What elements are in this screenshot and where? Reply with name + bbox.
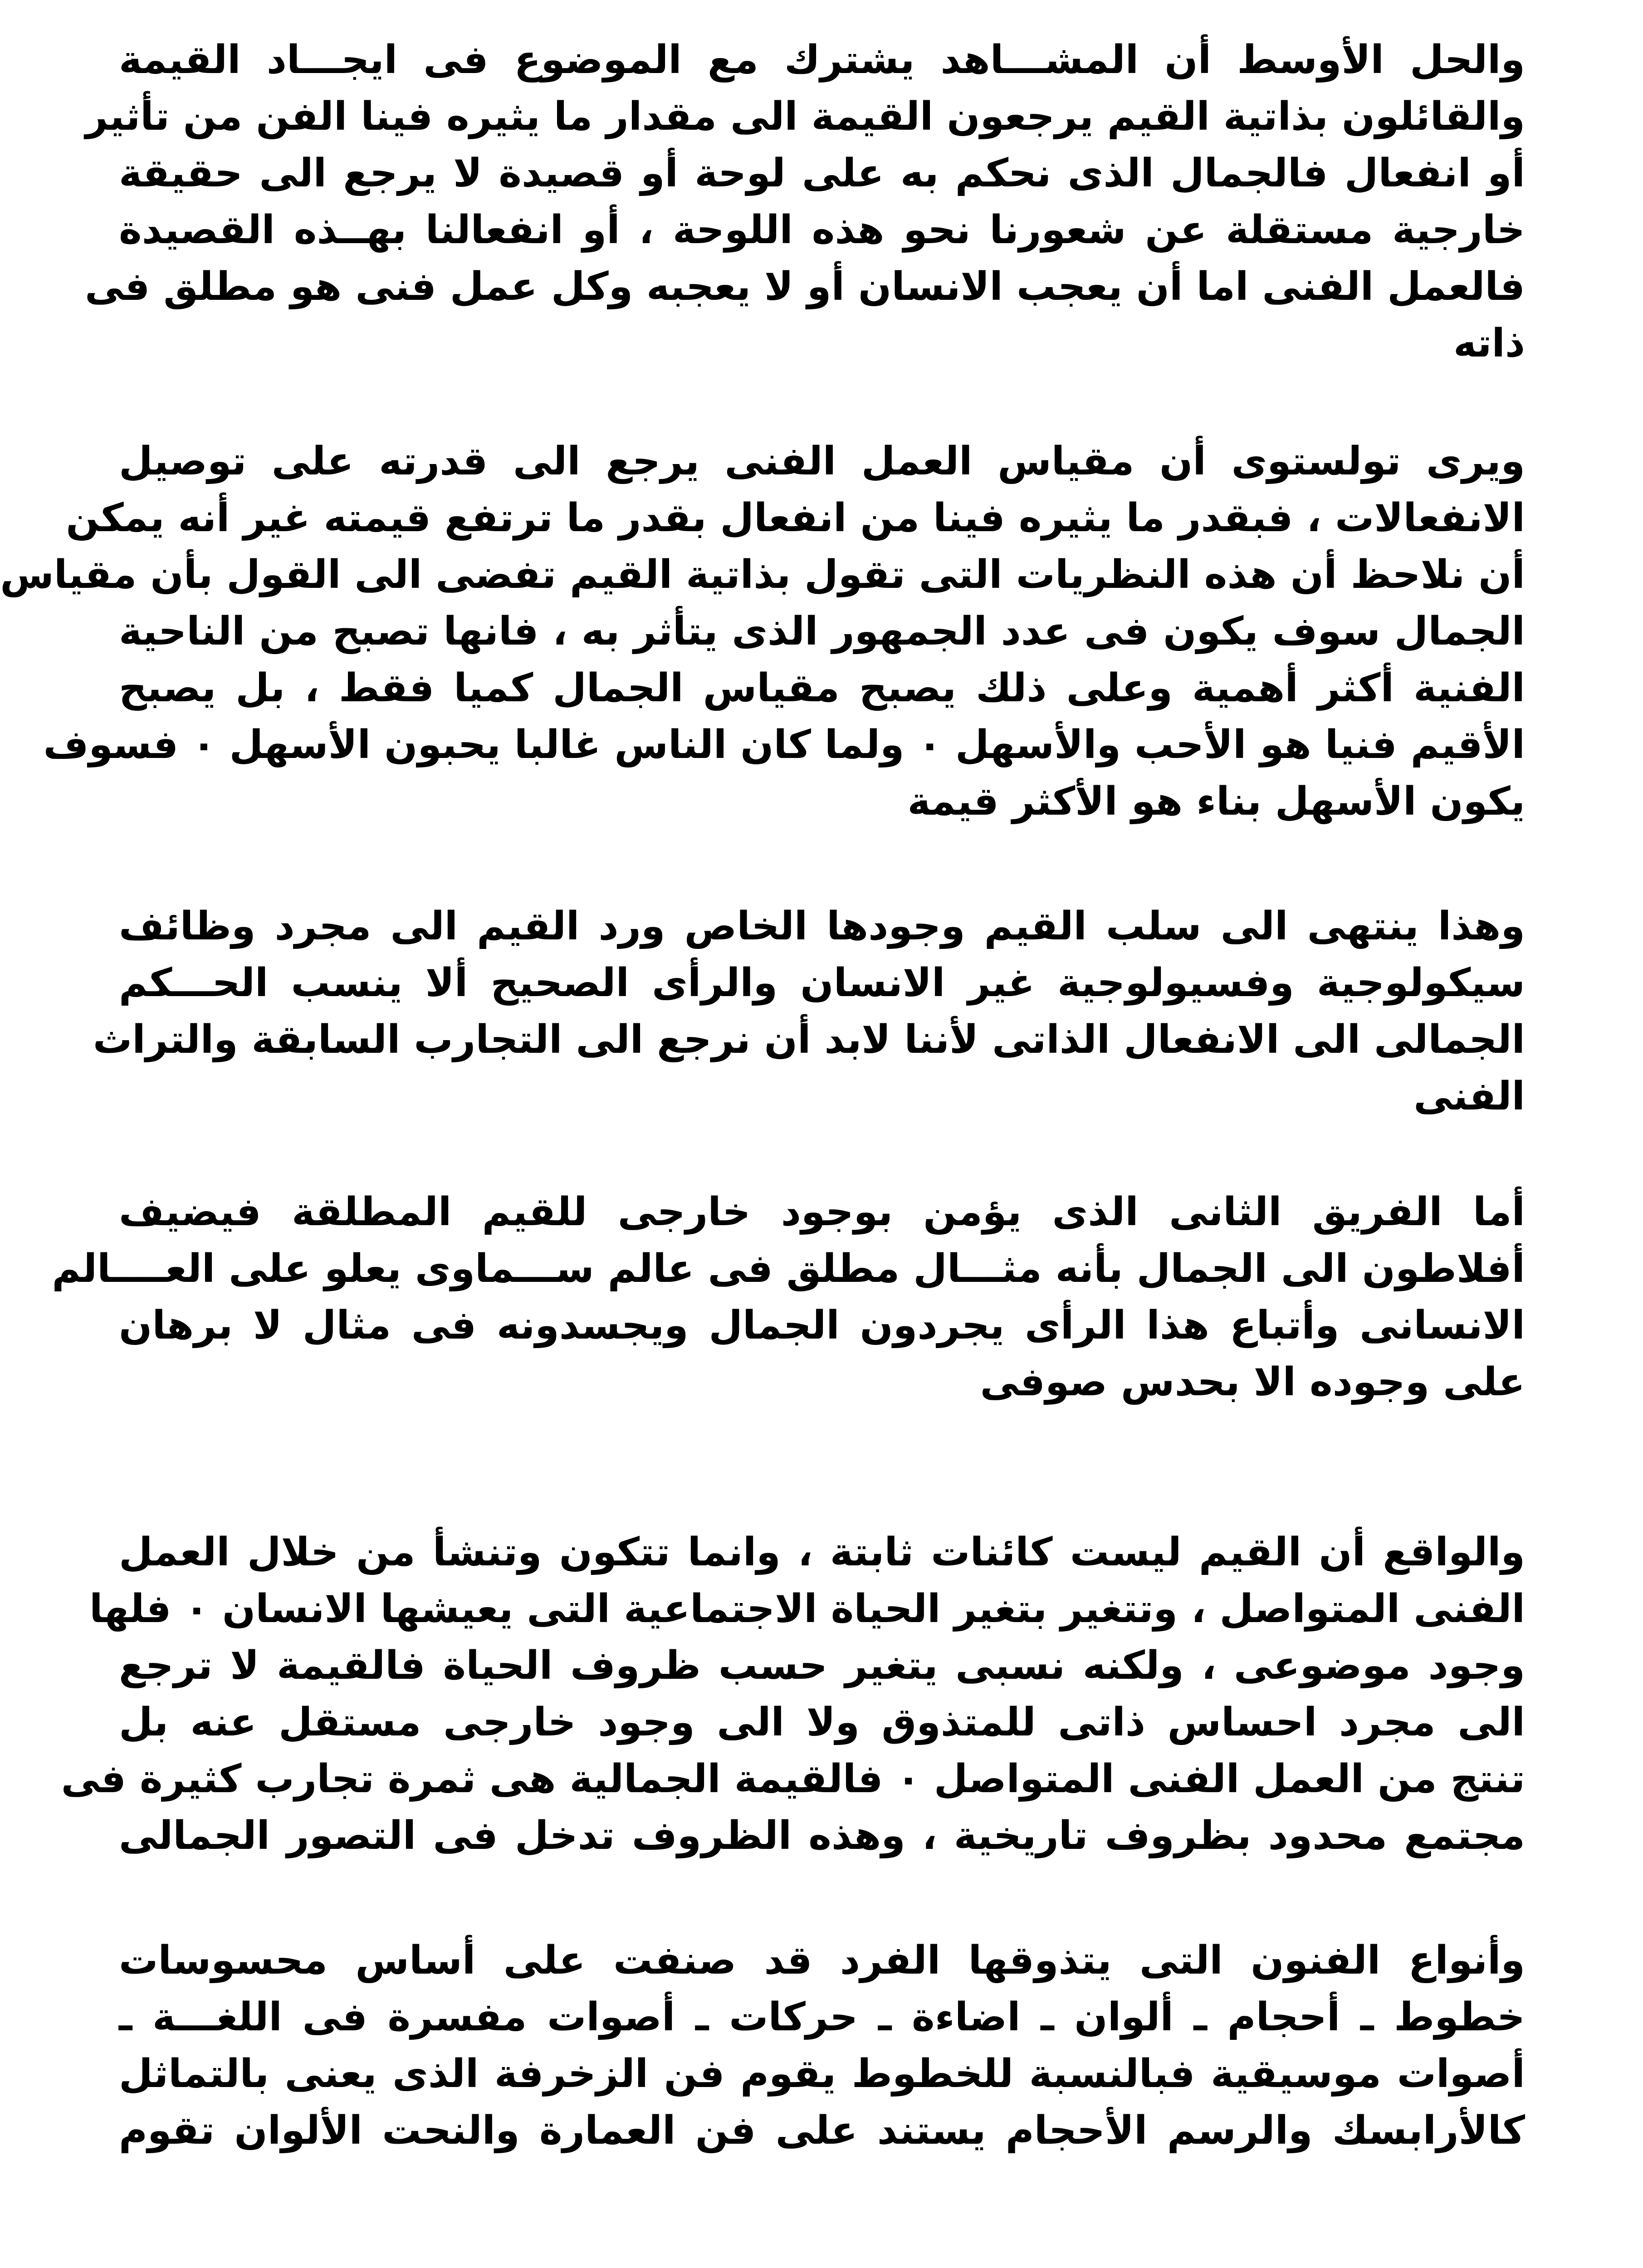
text-line: الى مجرد احساس ذاتى للمتذوق ولا الى وجود خارجى مستقل عنه بل [119,1700,1525,1745]
text-line: أو انفعال فالجمال الذى نحكم به على لوحة أو قصيدة لا يرجع الى حقيقة [119,151,1525,196]
text-line: الفنية أكثر أهمية وعلى ذلك يصبح مقياس الجمال كميا فقط ، بل يصبح [119,665,1525,711]
text-line: فالعمل الفنى اما أن يعجب الانسان أو لا يعجبه وكل عمل فنى هو مطلق فى [85,264,1525,309]
document-page [1,32,1643,2268]
paragraph-spacer [119,1411,1525,1524]
text-line: أصوات موسيقية فبالنسبة للخطوط يقوم فن الزخرفة الذى يعنى بالتماثل [119,2051,1525,2097]
text-line: والواقع أن القيم ليست كائنات ثابتة ، وانما تتكون وتنشأ من خلال العمل [119,1530,1525,1575]
text-line: وجود موضوعى ، ولكنه نسبى يتغير حسب ظروف الحياة فالقيمة لا ترجع [119,1643,1525,1688]
text-line: أفلاطون الى الجمال بأنه مثـــال مطلق فى عالم ســـماوى يعلو على العــــالم [52,1246,1525,1291]
text-line: الأقيم فنيا هو الأحب والأسهل ٠ ولما كان الناس غالبا يحبون الأسهل ٠ فسوف [43,722,1525,767]
text-line: يكون الأسهل بناء هو الأكثر قيمة [907,779,1525,824]
text-line: مجتمع محدود بظروف تاريخية ، وهذه الظروف تدخل فى التصور الجمالى [119,1813,1525,1858]
paragraph-1 [85,32,1525,372]
paragraph-2 [0,433,1525,830]
paragraph-4 [52,1184,1525,1411]
text-line: الانفعالات ، فبقدر ما يثيره فينا من انفعال بقدر ما ترتفع قيمته غير أنه يمكن [66,495,1525,541]
text-line: خارجية مستقلة عن شعورنا نحو هذه اللوحة ، أو انفعالنا بهــذه القصيدة [119,207,1525,253]
text-line: سيكولوجية وفسيولوجية غير الانسان والرأى الصحيح ألا ينسب الحـــكم [119,960,1525,1006]
text-line: ويرى تولستوى أن مقياس العمل الفنى يرجع الى قدرته على توصيل [119,439,1525,484]
text-line: خطوط ـ أحجام ـ ألوان ـ اضاءة ـ حركات ـ أصوات مفسرة فى اللغـــة ـ [119,1994,1525,2040]
text-line: تنتج من العمل الفنى المتواصل ٠ فالقيمة الجمالية هى ثمرة تجارب كثيرة فى [61,1756,1525,1802]
text-line: كالأرابسك والرسم الأحجام يستند على فن العمارة والنحت الألوان تقوم [119,2108,1525,2153]
paragraph-spacer [119,372,1525,433]
text-line: وأنواع الفنون التى يتذوقها الفرد قد صنفت على أساس محسوسات [119,1938,1525,1983]
paragraph-3 [93,898,1525,1125]
paragraph-spacer [119,830,1525,898]
text-line: الانسانى وأتباع هذا الرأى يجردون الجمال ويجسدونه فى مثال لا برهان [119,1303,1525,1348]
text-line: الفنى [1413,1074,1525,1119]
text-line: الجمال سوف يكون فى عدد الجمهور الذى يتأثر به ، فانها تصبح من الناحية [119,609,1525,654]
text-line: أن نلاحظ أن هذه النظريات التى تقول بذاتية القيم تفضى الى القول بأن مقياس [0,552,1525,597]
text-line: والقائلون بذاتية القيم يرجعون القيمة الى مقدار ما يثيره فينا الفن من تأثير [85,94,1525,139]
text-line: والحل الأوسط أن المشـــاهد يشترك مع الموضوع فى ايجـــاد القيمة [119,37,1525,83]
text-line: الفنى المتواصل ، وتتغير بتغير الحياة الاجتماعية التى يعيشها الانسان ٠ فلها [89,1586,1525,1632]
text-line: أما الفريق الثانى الذى يؤمن بوجود خارجى للقيم المطلقة فيضيف [119,1189,1525,1235]
text-line: على وجوده الا بحدس صوفى [980,1359,1525,1405]
paragraph-spacer [119,1864,1525,1932]
text-line: ذاته [1453,321,1525,366]
paragraph-spacer [119,1125,1525,1184]
text-line: الجمالى الى الانفعال الذاتى لأننا لابد أن نرجع الى التجارب السابقة والتراث [93,1017,1525,1062]
text-line: وهذا ينتهى الى سلب القيم وجودها الخاص ورد القيم الى مجرد وظائف [119,904,1525,949]
paragraph-6 [119,1932,1525,2159]
paragraph-5 [61,1524,1525,1864]
